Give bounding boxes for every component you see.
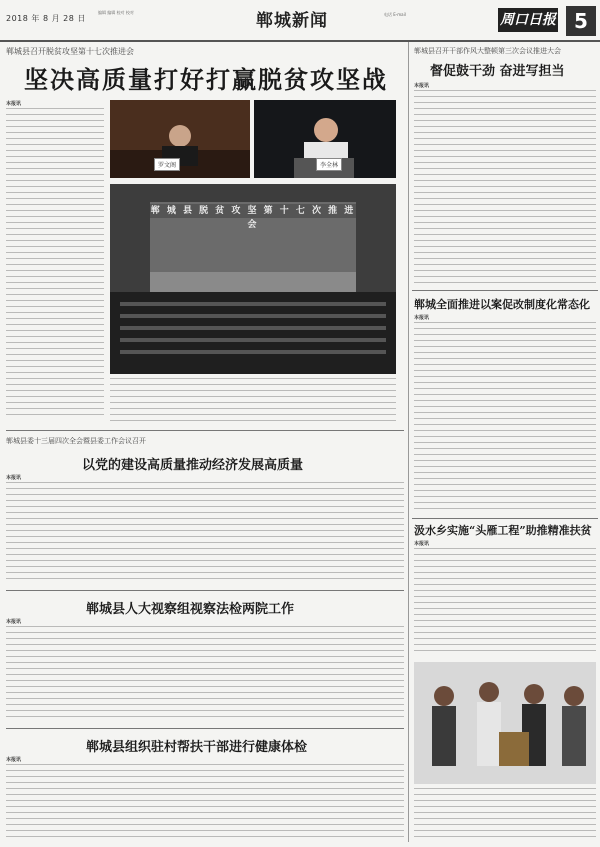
speaker-namecard-1: 罗文阁 — [154, 158, 180, 171]
article-byline: 本报讯 — [414, 315, 430, 321]
conference-banner: 郸 城 县 脱 贫 攻 坚 第 十 七 次 推 进 会 — [150, 206, 356, 230]
editor-credits: 编辑 编辑 校对 校对 — [98, 10, 134, 15]
article-kicker: 郸城县委十三届四次全会暨县委工作会议召开 — [6, 437, 146, 445]
article-headline-main: 坚决高质量打好打赢脱贫攻坚战 — [24, 65, 388, 94]
group-photo-icon — [414, 662, 596, 784]
article-headline: 汲水乡实施“头雁工程”助推精准扶贫 — [414, 524, 592, 537]
issue-date: 2018 年 8 月 28 日 — [6, 14, 86, 23]
article-headline: 郸城县组织驻村帮扶干部进行健康体检 — [86, 740, 308, 755]
article-headline: 以党的建设高质量推动经济发展高质量 — [82, 458, 304, 473]
photo-caption-text — [414, 788, 596, 838]
speaker-namecard-2: 李全林 — [316, 158, 342, 171]
article-body-text — [6, 764, 404, 840]
article-headline: 郸城县人大视察组视察法检两院工作 — [86, 602, 295, 617]
section-title: 郸城新闻 — [256, 11, 328, 31]
article-byline: 本报讯 — [6, 757, 22, 763]
article-body-text — [6, 626, 404, 722]
article-byline: 本报讯 — [6, 475, 22, 481]
article-byline: 本报讯 — [414, 83, 430, 89]
article-byline: 本报讯 — [414, 541, 430, 547]
page-number: 5 — [566, 6, 596, 36]
contact-info: 电话 E-mail — [384, 12, 406, 17]
article-separator — [412, 518, 598, 519]
paper-logo: 周口日报 — [498, 8, 558, 32]
article-headline: 督促鼓干劲 奋进写担当 — [430, 64, 565, 79]
page-header — [0, 0, 600, 42]
article-separator — [6, 728, 404, 729]
article-body-text — [110, 378, 396, 424]
article-body-text — [414, 90, 596, 286]
article-headline: 郸城全面推进以案促改制度化常态化 — [414, 298, 590, 311]
article-body-text — [6, 482, 404, 582]
photo-group — [414, 662, 596, 784]
article-body-text — [6, 108, 104, 418]
article-kicker: 郸城县召开干部作风大整顿第三次会议推进大会 — [414, 47, 561, 55]
article-body-text — [414, 322, 596, 514]
article-kicker: 郸城县召开脱贫攻坚第十七次推进会 — [6, 47, 134, 56]
article-byline: 本报讯 — [6, 101, 22, 107]
article-separator — [6, 430, 404, 431]
article-separator — [6, 590, 404, 591]
article-byline: 本报讯 — [6, 619, 22, 625]
article-body-text — [414, 548, 596, 656]
article-separator — [412, 290, 598, 291]
column-divider — [408, 42, 409, 842]
